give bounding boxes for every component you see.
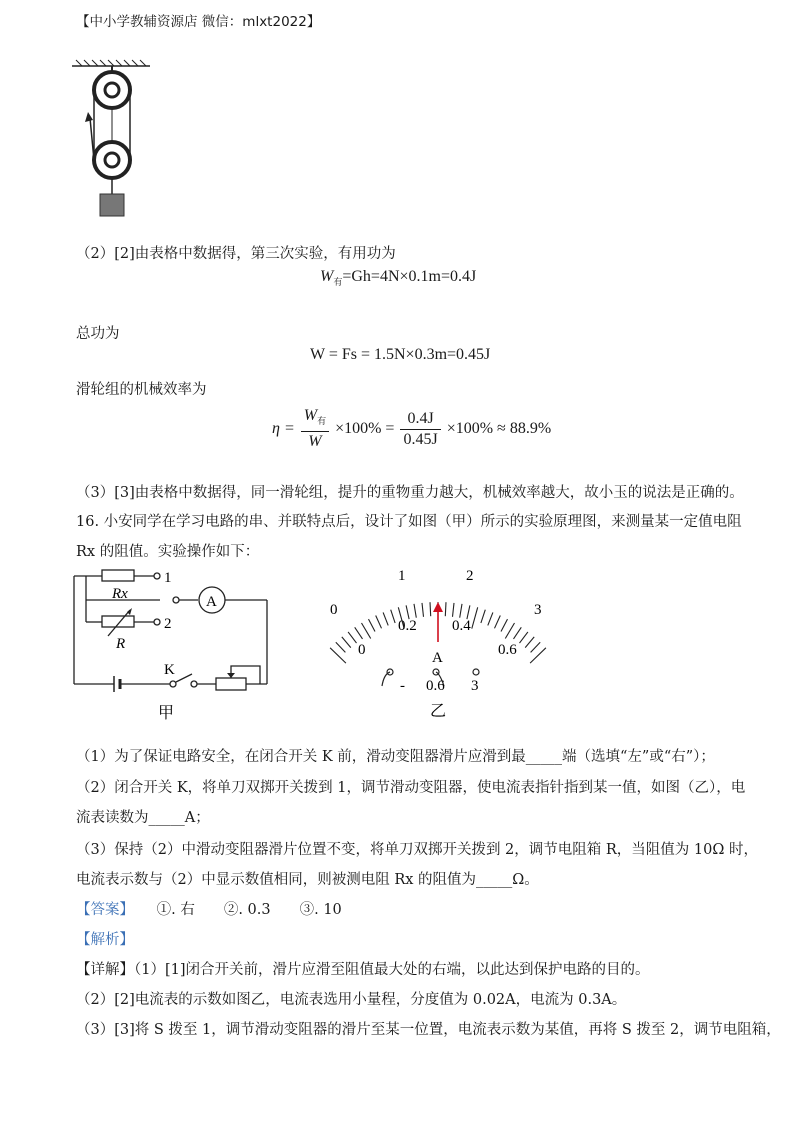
q15-part3: （3）[3]由表格中数据得，同一滑轮组，提升的重物重力越大，机械效率越大，故小玉的说法是正确的。 (76, 485, 744, 501)
dial-tick (414, 604, 416, 618)
eq-tail: ×100% ≈ 88.9% (446, 419, 552, 437)
label-rx: Rx (112, 586, 128, 602)
caption-yi: 乙 (430, 703, 447, 720)
dial-tick (430, 602, 431, 616)
answer-text: ①. 右 ②. 0.3 ③. 10 (156, 902, 342, 918)
detail-line3: （3）[3]将 S 拨至 1，调节滑动变阻器的滑片至某一位置，电流表示数为某值，再将 S 拨至 2，调节电阻箱， (76, 1022, 781, 1038)
dial-tick (514, 627, 522, 639)
detail-line1: 【详解】（1）[1]闭合开关前，滑片应滑至阻值最大处的右端，以此达到保护电路的目的。 (76, 962, 650, 978)
top-tick-1: 1 (398, 568, 406, 584)
equation-efficiency (272, 406, 551, 452)
dial-tick (453, 603, 455, 617)
bottom-tick-1: 0.2 (398, 618, 417, 634)
terminal-06: 0.6 (426, 678, 445, 694)
pulley-diagram (68, 56, 158, 220)
efficiency-label: 滑轮组的机械效率为 (76, 382, 207, 398)
dial-tick (505, 623, 514, 639)
q16-question2-line2: 流表读数为_____A； (76, 810, 210, 826)
label-ammeter: A (206, 594, 217, 610)
dial-tick (422, 603, 424, 617)
q16-stem-line1: 16. 小安同学在学习电路的串、并联特点后，设计了如图（甲）所示的实验原理图，来测量某一定值电阻 (76, 514, 742, 530)
answer-row (76, 898, 342, 919)
dial-tick (336, 642, 346, 652)
bottom-tick-0: 0 (358, 642, 366, 658)
dial-tick (531, 642, 541, 652)
label-terminal-2: 2 (164, 616, 172, 632)
dial-tick (362, 623, 371, 639)
meter-unit: A (432, 650, 443, 666)
terminal-3: 3 (471, 678, 479, 694)
detail-line2: （2）[2]电流表的示数如图乙，电流表选用小量程，分度值为 0.02A，电流为 0.3A。 (76, 992, 627, 1008)
equation-total-work: W = Fs = 1.5N×0.3m=0.45J (310, 346, 491, 363)
q15-part2-intro: （2）[2]由表格中数据得，第三次实验，有用功为 (76, 246, 396, 262)
q16-stem-line2: Rx 的阻值。实验操作如下： (76, 544, 260, 560)
label-r: R (116, 636, 126, 652)
top-tick-0: 0 (330, 602, 338, 618)
dial-tick (481, 610, 485, 623)
page-header: 【中小学教辅资源店 微信：mlxt2022】 (76, 14, 321, 30)
frac2-num: 0.4J (400, 409, 440, 430)
top-tick-3: 3 (534, 602, 542, 618)
eq-w-sub: 有 (333, 277, 343, 288)
q16-question3-line1: （3）保持（2）中滑动变阻器滑片位置不变，将单刀双掷开关拨到 2，调节电阻箱 R，当阻值为 10Ω 时， (76, 842, 758, 858)
fraction-w-ratio (301, 406, 329, 452)
q16-question2-line1: （2）闭合开关 K，将单刀双掷开关拨到 1，调节滑动变阻器，使电流表指针指到某一值，如图（乙），电 (76, 780, 746, 796)
frac-den: W (308, 433, 322, 451)
terminal-minus: - (400, 678, 405, 694)
total-work-label: 总功为 (76, 326, 120, 342)
dial-tick (369, 619, 376, 631)
equation-useful-work (320, 268, 476, 288)
dial-tick (495, 616, 501, 629)
dial-tick (376, 616, 382, 629)
dial-tick (525, 637, 534, 648)
dial-tick (460, 604, 462, 618)
dial-tick (383, 612, 388, 625)
dial-tick (472, 607, 478, 628)
eq-eta: η = (272, 419, 295, 437)
fraction-values (400, 409, 440, 450)
dial-tick (488, 612, 493, 625)
answer-label: 【答案】 (76, 902, 134, 918)
caption-jia: 甲 (158, 705, 175, 722)
circuit-diagram (64, 562, 284, 724)
frac-num: W (303, 407, 318, 424)
eq-w: W (320, 268, 334, 285)
dial-tick (501, 619, 508, 631)
ammeter-dial (322, 562, 558, 722)
dial-tick (348, 632, 356, 643)
label-switch-k: K (164, 662, 175, 678)
eq-useful-rhs: =Gh=4N×0.1m=0.4J (342, 268, 477, 285)
q16-question3-line2: 电流表示数与（2）中显示数值相同，则被测电阻 Rx 的阻值为_____Ω。 (76, 872, 539, 888)
bottom-tick-3: 0.6 (498, 642, 517, 658)
dial-tick (445, 602, 446, 616)
dial-tick (391, 610, 395, 623)
q16-question1: （1）为了保证电路安全，在闭合开关 K 前，滑动变阻器滑片应滑到最_____端（选填“左”或“右”）； (76, 749, 715, 765)
dial-tick (520, 632, 528, 643)
label-terminal-1: 1 (164, 570, 172, 586)
frac2-den: 0.45J (403, 430, 438, 448)
dial-tick (342, 637, 351, 648)
frac-num-sub: 有 (317, 416, 327, 427)
analysis-label: 【解析】 (76, 932, 134, 948)
top-tick-2: 2 (466, 568, 474, 584)
eq-mid: ×100% = (335, 419, 395, 437)
bottom-tick-2: 0.4 (452, 618, 471, 634)
dial-tick (355, 627, 363, 639)
